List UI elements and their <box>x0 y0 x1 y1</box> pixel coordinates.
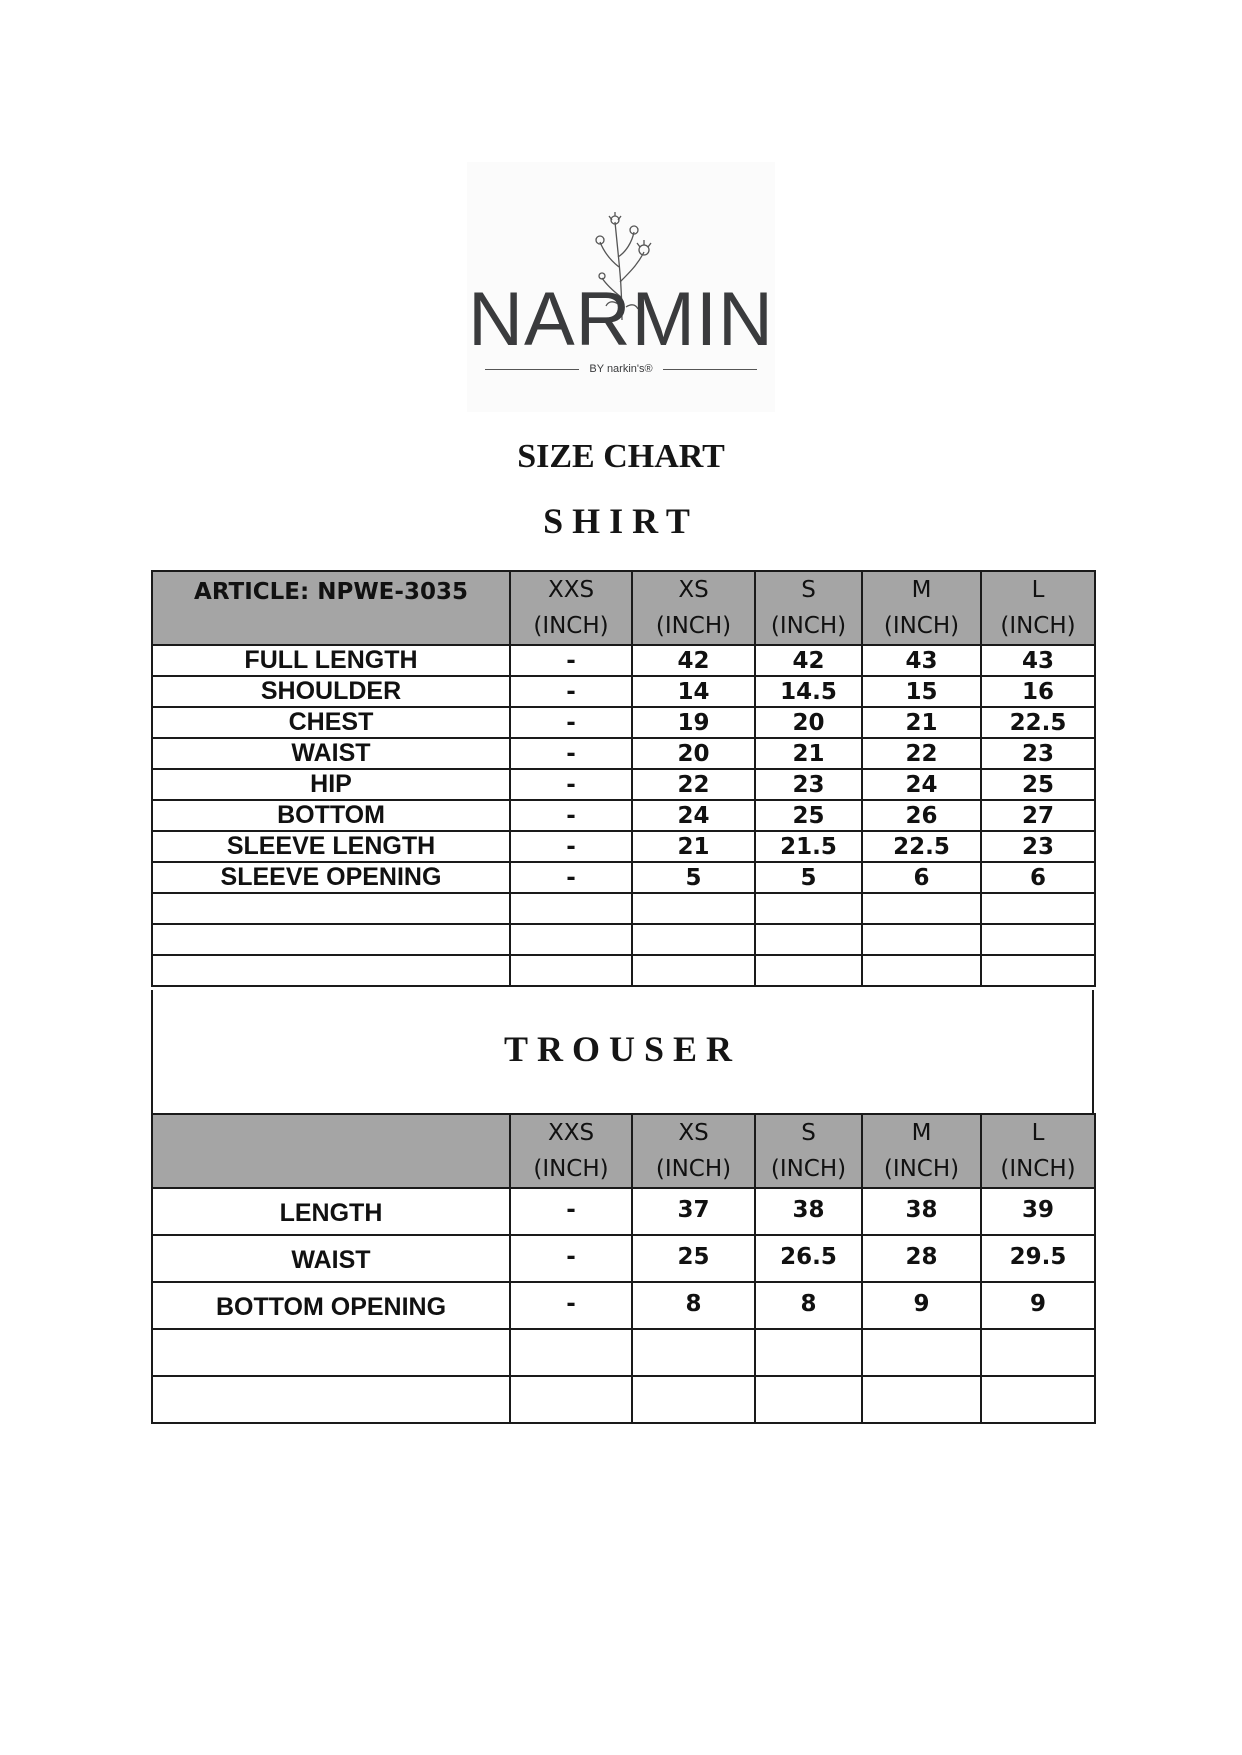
measurement-value: 38 <box>755 1188 862 1235</box>
empty-cell <box>862 955 981 986</box>
size-label: XS <box>678 1120 709 1146</box>
empty-cell <box>510 1376 632 1423</box>
article-number: ARTICLE: NPWE-3035 <box>152 571 510 645</box>
table-row <box>152 1282 1095 1329</box>
trouser-section <box>151 990 1094 1114</box>
measurement-value: 6 <box>981 862 1095 893</box>
measurement-value: 24 <box>632 800 755 831</box>
shirt-size-table <box>151 570 1096 987</box>
measurement-value: 5 <box>632 862 755 893</box>
empty-cell <box>755 1329 862 1376</box>
size-header-xs <box>632 1114 755 1188</box>
measurement-value: 23 <box>755 769 862 800</box>
measurement-value: 25 <box>632 1235 755 1282</box>
empty-cell <box>981 1376 1095 1423</box>
measurement-value: 21 <box>862 707 981 738</box>
measurement-label: HIP <box>152 769 510 800</box>
empty-cell <box>981 893 1095 924</box>
unit-label: (INCH) <box>655 1156 732 1182</box>
table-row <box>152 862 1095 893</box>
measurement-value: 29.5 <box>981 1235 1095 1282</box>
measurement-label: CHEST <box>152 707 510 738</box>
empty-cell <box>755 893 862 924</box>
measurement-value: 22 <box>632 769 755 800</box>
table-row <box>152 800 1095 831</box>
empty-cell <box>152 924 510 955</box>
size-label: S <box>801 577 816 603</box>
measurement-value: 5 <box>755 862 862 893</box>
empty-cell <box>510 955 632 986</box>
empty-row <box>152 1376 1095 1423</box>
unit-label: (INCH) <box>883 1156 960 1182</box>
measurement-value: 22.5 <box>981 707 1095 738</box>
measurement-value: - <box>510 831 632 862</box>
table-row <box>152 738 1095 769</box>
divider <box>485 369 579 370</box>
brand-sub-text: BY narkin's® <box>589 363 653 375</box>
article-number <box>152 1114 510 1188</box>
measurement-value: 14.5 <box>755 676 862 707</box>
empty-row <box>152 1329 1095 1376</box>
trouser-size-table <box>151 1113 1096 1424</box>
measurement-value: - <box>510 800 632 831</box>
measurement-value: 43 <box>981 645 1095 676</box>
measurement-value: 22 <box>862 738 981 769</box>
measurement-value: 8 <box>755 1282 862 1329</box>
measurement-value: 42 <box>755 645 862 676</box>
unit-label: (INCH) <box>533 613 609 639</box>
unit-label: (INCH) <box>655 613 732 639</box>
empty-cell <box>632 924 755 955</box>
measurement-value: 43 <box>862 645 981 676</box>
measurement-label: BOTTOM OPENING <box>152 1282 510 1329</box>
page-title: SIZE CHART <box>517 438 725 475</box>
measurement-value: 9 <box>981 1282 1095 1329</box>
size-label: XS <box>678 577 709 603</box>
measurement-value: - <box>510 676 632 707</box>
size-header-m <box>862 571 981 645</box>
size-header-l <box>981 1114 1095 1188</box>
unit-label: (INCH) <box>1000 613 1076 639</box>
table-row <box>152 831 1095 862</box>
size-label: XXS <box>547 577 595 603</box>
measurement-value: 26 <box>862 800 981 831</box>
empty-row <box>152 924 1095 955</box>
measurement-value: 19 <box>632 707 755 738</box>
measurement-value: 20 <box>632 738 755 769</box>
measurement-value: - <box>510 707 632 738</box>
measurement-value: 24 <box>862 769 981 800</box>
measurement-label: SLEEVE OPENING <box>152 862 510 893</box>
measurement-value: 22.5 <box>862 831 981 862</box>
measurement-value: - <box>510 1235 632 1282</box>
measurement-value: 23 <box>981 831 1095 862</box>
size-label: M <box>911 1120 932 1146</box>
size-header-s <box>755 571 862 645</box>
measurement-value: 16 <box>981 676 1095 707</box>
measurement-value: 23 <box>981 738 1095 769</box>
empty-cell <box>981 955 1095 986</box>
brand-subline <box>485 359 757 379</box>
empty-cell <box>152 893 510 924</box>
measurement-value: - <box>510 862 632 893</box>
measurement-label: WAIST <box>152 1235 510 1282</box>
measurement-value: 21.5 <box>755 831 862 862</box>
empty-cell <box>152 1329 510 1376</box>
empty-cell <box>632 955 755 986</box>
size-label: L <box>1031 577 1045 603</box>
shirt-section-title: SHIRT <box>543 501 699 541</box>
measurement-value: 15 <box>862 676 981 707</box>
empty-cell <box>755 924 862 955</box>
empty-cell <box>755 1376 862 1423</box>
size-header-xxs <box>510 1114 632 1188</box>
empty-cell <box>152 955 510 986</box>
table-header-row <box>152 1114 1095 1188</box>
measurement-value: 27 <box>981 800 1095 831</box>
measurement-label: SLEEVE LENGTH <box>152 831 510 862</box>
measurement-value: - <box>510 769 632 800</box>
empty-cell <box>632 1329 755 1376</box>
empty-cell <box>632 893 755 924</box>
size-header-l <box>981 571 1095 645</box>
measurement-value: 21 <box>632 831 755 862</box>
measurement-value: 21 <box>755 738 862 769</box>
size-header-xs <box>632 571 755 645</box>
measurement-value: - <box>510 1188 632 1235</box>
size-header-xxs <box>510 571 632 645</box>
size-label: S <box>801 1120 816 1146</box>
empty-cell <box>510 924 632 955</box>
size-label: XXS <box>547 1120 595 1146</box>
measurement-value: 38 <box>862 1188 981 1235</box>
empty-cell <box>862 1376 981 1423</box>
empty-cell <box>862 924 981 955</box>
measurement-value: 28 <box>862 1235 981 1282</box>
table-row <box>152 1235 1095 1282</box>
empty-cell <box>862 1329 981 1376</box>
measurement-value: 9 <box>862 1282 981 1329</box>
measurement-value: - <box>510 645 632 676</box>
table-row <box>152 769 1095 800</box>
measurement-value: 39 <box>981 1188 1095 1235</box>
measurement-value: 25 <box>755 800 862 831</box>
empty-cell <box>755 955 862 986</box>
size-label: L <box>1031 1120 1045 1146</box>
measurement-value: 37 <box>632 1188 755 1235</box>
table-row <box>152 676 1095 707</box>
empty-cell <box>862 893 981 924</box>
table-row <box>152 645 1095 676</box>
brand-wordmark: NARMIN <box>468 277 774 362</box>
measurement-label: FULL LENGTH <box>152 645 510 676</box>
measurement-value: 20 <box>755 707 862 738</box>
measurement-label: WAIST <box>152 738 510 769</box>
measurement-value: 42 <box>632 645 755 676</box>
measurement-value: 14 <box>632 676 755 707</box>
size-label: M <box>911 577 932 603</box>
empty-cell <box>510 1329 632 1376</box>
unit-label: (INCH) <box>770 613 847 639</box>
table-row <box>152 1188 1095 1235</box>
divider <box>663 369 757 370</box>
measurement-value: 6 <box>862 862 981 893</box>
brand-logo <box>467 162 775 412</box>
unit-label: (INCH) <box>770 1156 847 1182</box>
empty-row <box>152 955 1095 986</box>
measurement-label: LENGTH <box>152 1188 510 1235</box>
unit-label: (INCH) <box>883 613 960 639</box>
measurement-label: BOTTOM <box>152 800 510 831</box>
size-header-m <box>862 1114 981 1188</box>
trouser-section-title: TROUSER <box>503 1029 742 1069</box>
unit-label: (INCH) <box>533 1156 609 1182</box>
empty-cell <box>510 893 632 924</box>
measurement-value: 8 <box>632 1282 755 1329</box>
table-header-row <box>152 571 1095 645</box>
measurement-value: 26.5 <box>755 1235 862 1282</box>
empty-row <box>152 893 1095 924</box>
unit-label: (INCH) <box>1000 1156 1076 1182</box>
measurement-value: 25 <box>981 769 1095 800</box>
table-row <box>152 707 1095 738</box>
measurement-label: SHOULDER <box>152 676 510 707</box>
empty-cell <box>632 1376 755 1423</box>
measurement-value: - <box>510 1282 632 1329</box>
size-header-s <box>755 1114 862 1188</box>
empty-cell <box>152 1376 510 1423</box>
empty-cell <box>981 1329 1095 1376</box>
empty-cell <box>981 924 1095 955</box>
measurement-value: - <box>510 738 632 769</box>
